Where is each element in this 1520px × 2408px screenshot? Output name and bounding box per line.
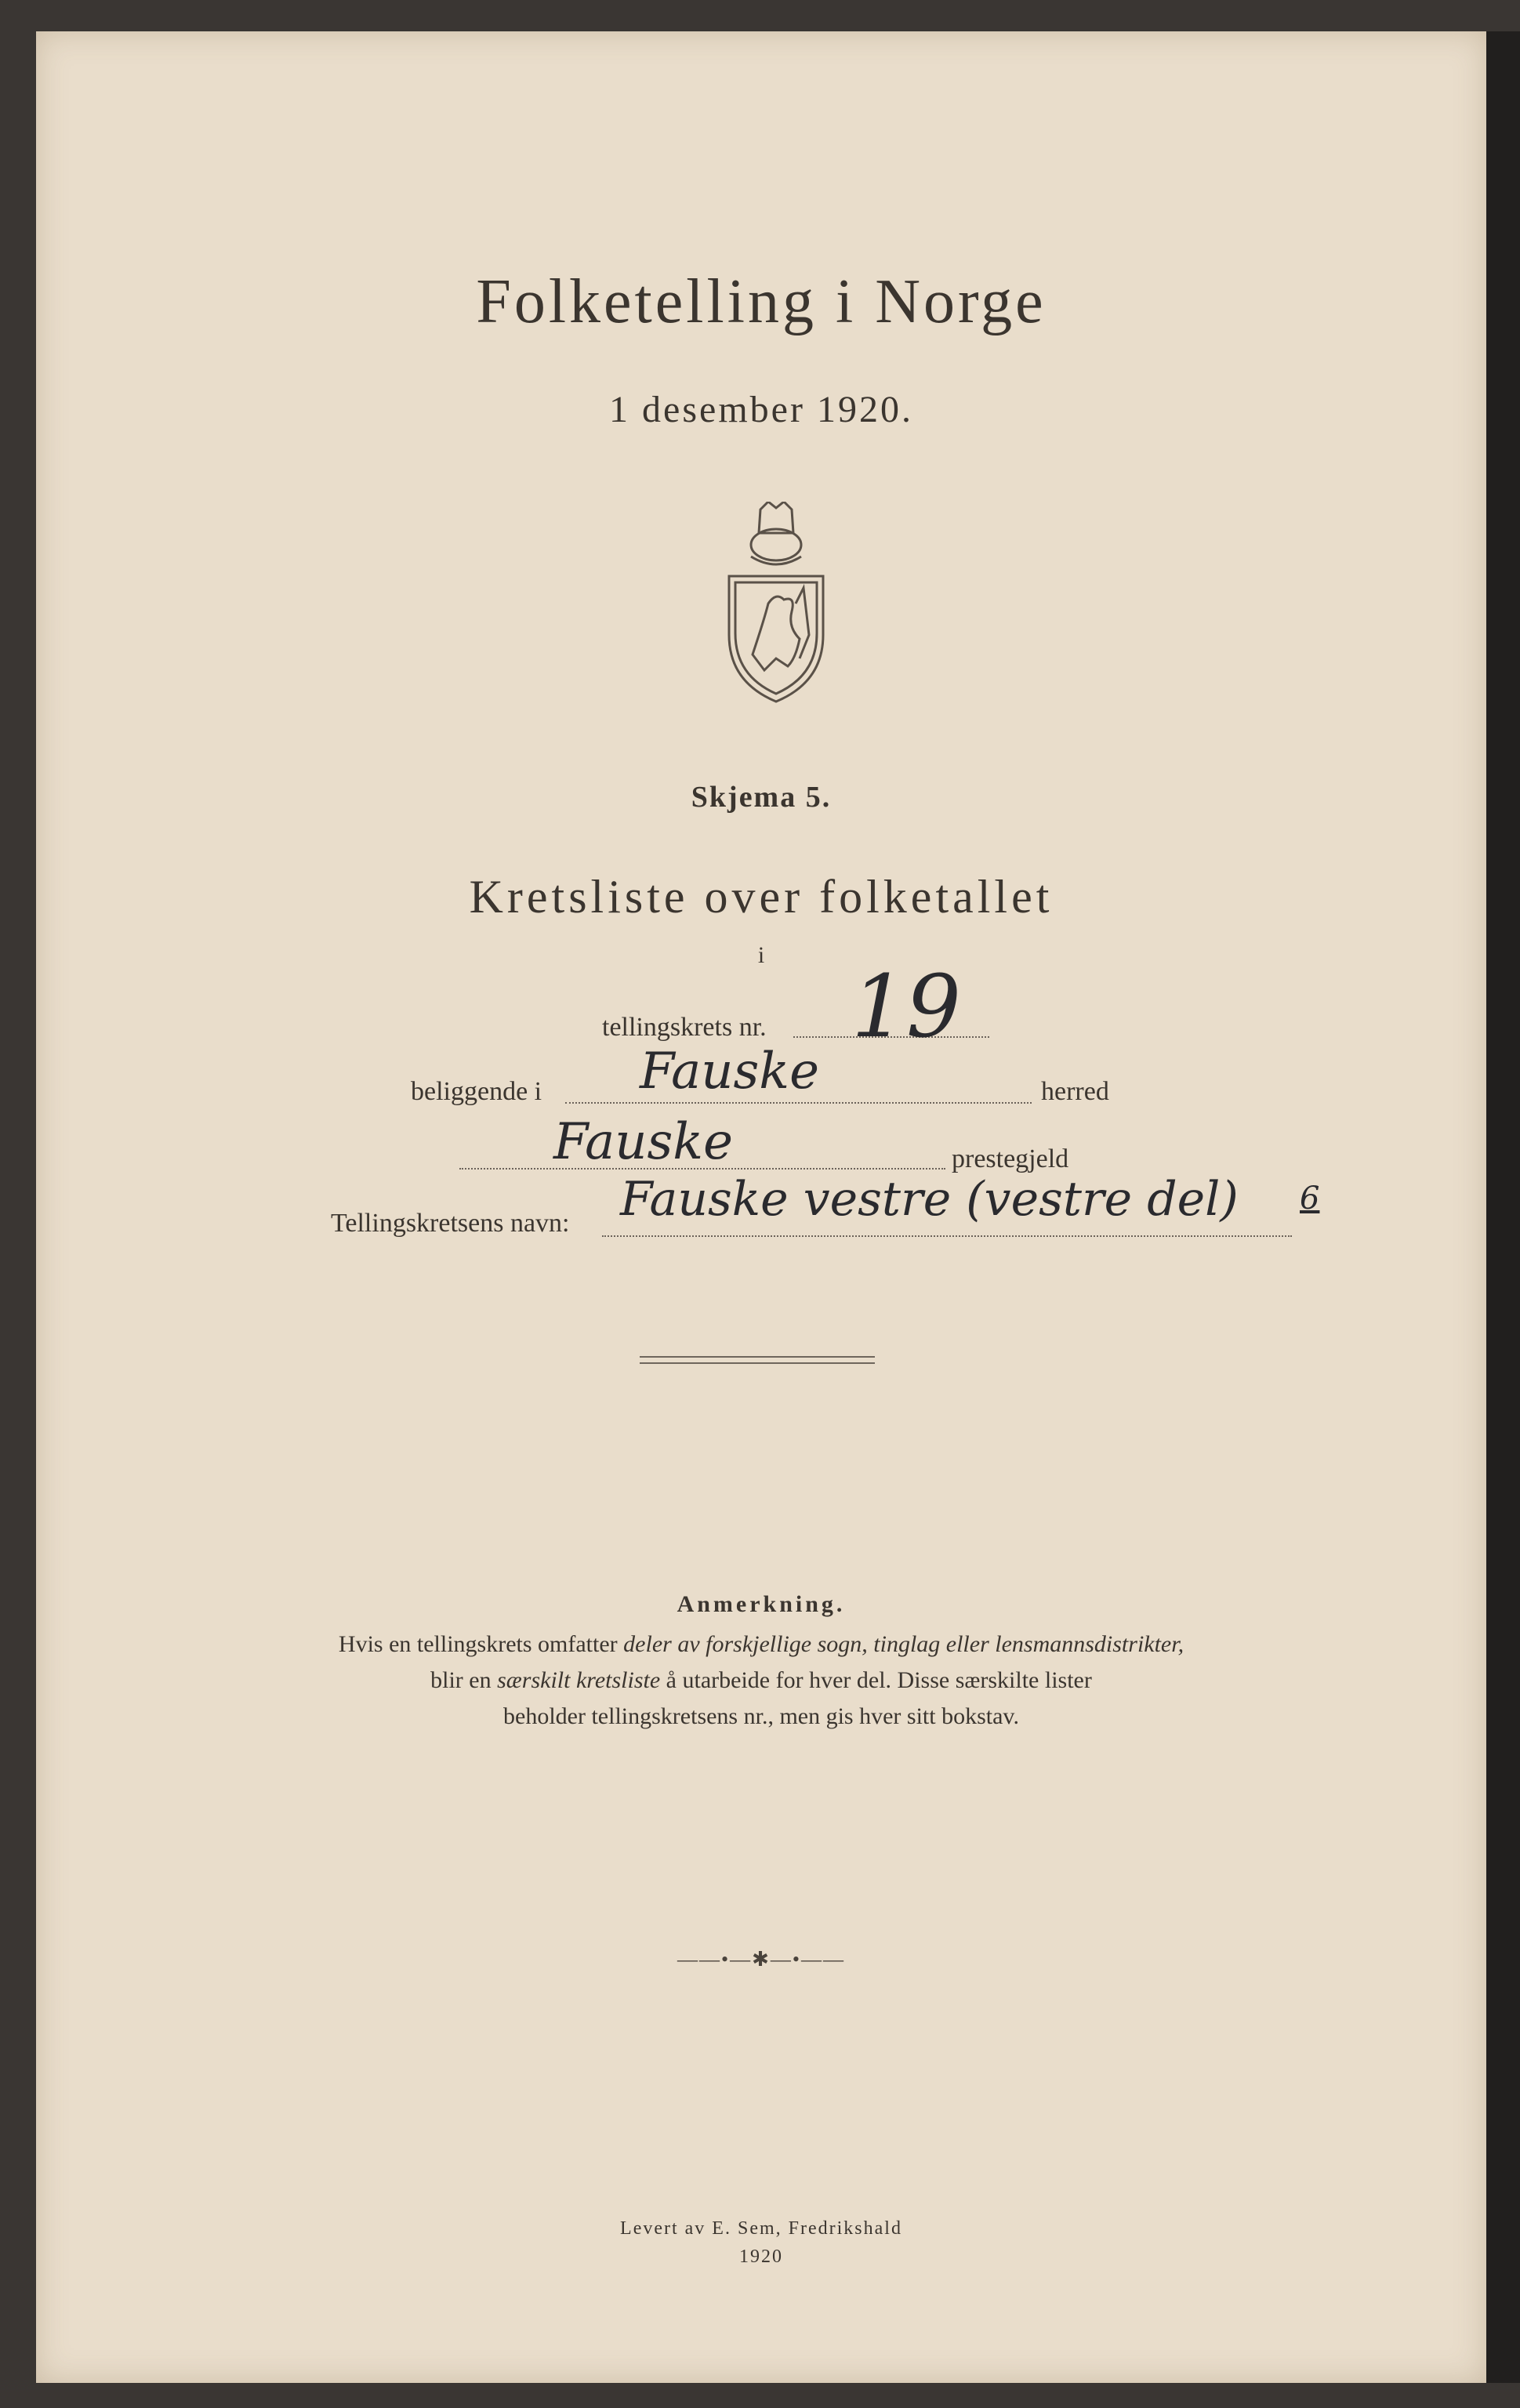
printer-imprint — [36, 2214, 1486, 2271]
decorative-ornament: ——•—✱—•—— — [677, 1948, 845, 1971]
note-text — [36, 1626, 1486, 1735]
tellingskrets-value: 19 — [851, 956, 961, 1057]
kretsnavn-value: Fauske vestre (vestre del) — [620, 1172, 1239, 1227]
beliggende-label: beliggende i — [411, 1077, 542, 1106]
beliggende-dotline — [565, 1102, 1032, 1104]
form-heading: Kretsliste over folketallet — [469, 871, 1054, 923]
kretsnavn-dotline — [602, 1235, 1292, 1237]
tellingskrets-label: tellingskrets nr. — [602, 1013, 767, 1042]
printer-line-2: 1920 — [739, 2247, 783, 2267]
section-divider — [640, 1356, 875, 1364]
prestegjeld-value: Fauske — [553, 1113, 733, 1171]
note-title: Anmerkning. — [677, 1591, 846, 1617]
printer-line-1: Levert av E. Sem, Fredrikshald — [620, 2218, 902, 2239]
note-line-2: blir en særskilt kretsliste å utarbeide for hver del. Disse særskilte lister — [430, 1667, 1092, 1693]
connector-text: i — [757, 942, 765, 968]
norwegian-coat-of-arms-icon — [721, 502, 831, 705]
note-line-3: beholder tellingskretsens nr., men gis hver sitt bokstav. — [503, 1703, 1019, 1729]
prestegjeld-label: prestegjeld — [952, 1144, 1069, 1173]
note-line-1: Hvis en tellingskrets omfatter deler av forskjellige sogn, tinglag eller lensmannsdistrikter, — [338, 1631, 1184, 1657]
herred-label: herred — [1041, 1077, 1109, 1106]
kretsnavn-suffix: 6 — [1300, 1180, 1320, 1217]
beliggende-value: Fauske — [640, 1043, 819, 1101]
scan-edge-strip — [1486, 31, 1520, 2383]
schema-label: Skjema 5. — [691, 781, 832, 814]
census-form-page — [36, 31, 1486, 2383]
page-title: Folketelling i Norge — [476, 267, 1047, 336]
kretsnavn-label: Tellingskretsens navn: — [331, 1209, 570, 1238]
census-date: 1 desember 1920. — [609, 389, 913, 430]
